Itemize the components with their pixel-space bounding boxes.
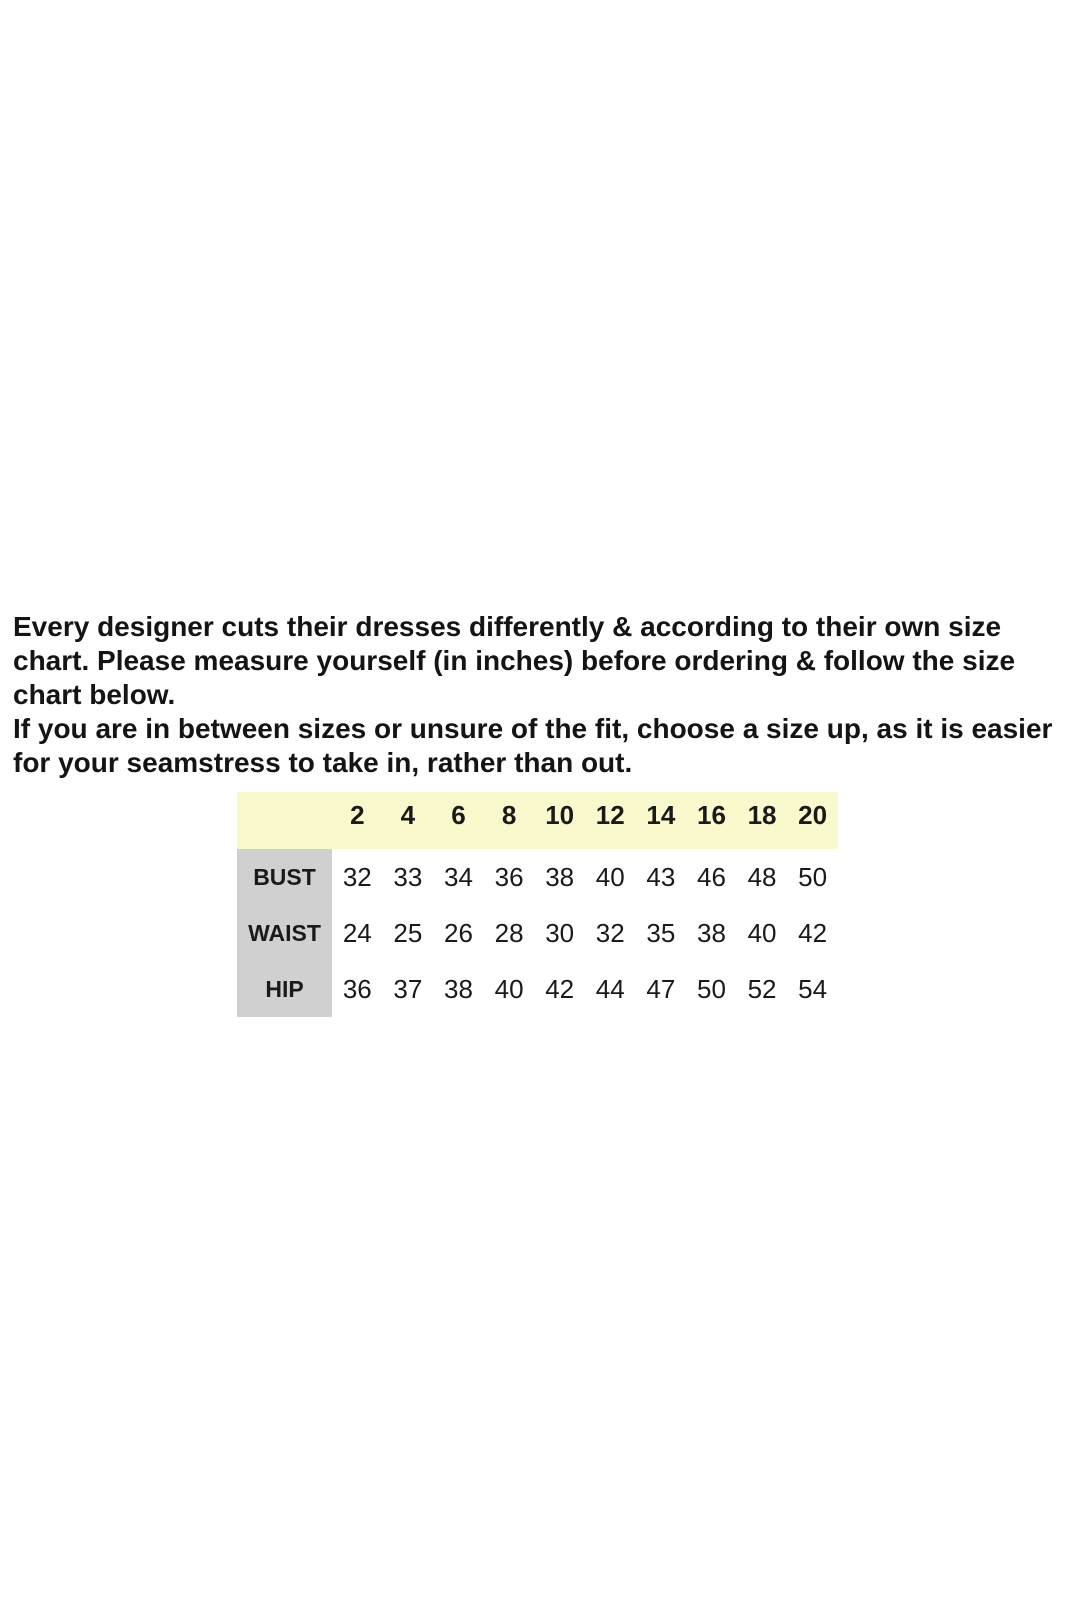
- size-header-cell: 10: [534, 792, 585, 849]
- row-label-waist: WAIST: [237, 905, 332, 961]
- text-line: chart below.: [13, 679, 176, 710]
- sizing-instructions: [13, 610, 1052, 780]
- size-header-cell: 18: [737, 792, 788, 849]
- bust-value: 34: [433, 849, 484, 905]
- text-line: for your seamstress to take in, rather than out.: [13, 747, 633, 778]
- size-header-cell: 8: [484, 792, 535, 849]
- size-header-cell: 12: [585, 792, 636, 849]
- waist-value: 32: [585, 905, 636, 961]
- sizing-paragraph-1: [13, 610, 1052, 712]
- hip-value: 44: [585, 961, 636, 1017]
- size-header-cell: 2: [332, 792, 383, 849]
- size-header-cell: 16: [686, 792, 737, 849]
- hip-value: 38: [433, 961, 484, 1017]
- hip-value: 36: [332, 961, 383, 1017]
- text-line: chart. Please measure yourself (in inches) before ordering & follow the size: [13, 645, 1016, 676]
- size-header-cell: 14: [636, 792, 687, 849]
- bust-value: 32: [332, 849, 383, 905]
- hip-value: 37: [383, 961, 434, 1017]
- hip-value: 52: [737, 961, 788, 1017]
- waist-value: 30: [534, 905, 585, 961]
- bust-value: 46: [686, 849, 737, 905]
- waist-value: 40: [737, 905, 788, 961]
- size-chart-table: [237, 792, 838, 1017]
- hip-value: 42: [534, 961, 585, 1017]
- bust-value: 40: [585, 849, 636, 905]
- bust-value: 36: [484, 849, 535, 905]
- bust-value: 48: [737, 849, 788, 905]
- bust-value: 43: [636, 849, 687, 905]
- waist-value: 24: [332, 905, 383, 961]
- waist-value: 28: [484, 905, 535, 961]
- waist-value: 35: [636, 905, 687, 961]
- bust-value: 50: [787, 849, 838, 905]
- size-header-cell: 6: [433, 792, 484, 849]
- hip-value: 40: [484, 961, 535, 1017]
- bust-value: 38: [534, 849, 585, 905]
- size-header-cell: 4: [383, 792, 434, 849]
- hip-value: 47: [636, 961, 687, 1017]
- row-label-bust: BUST: [237, 849, 332, 905]
- waist-value: 42: [787, 905, 838, 961]
- waist-value: 38: [686, 905, 737, 961]
- bust-value: 33: [383, 849, 434, 905]
- row-label-hip: HIP: [237, 961, 332, 1017]
- text-line: Every designer cuts their dresses differently & according to their own size: [13, 611, 1002, 642]
- hip-value: 54: [787, 961, 838, 1017]
- waist-value: 25: [383, 905, 434, 961]
- size-header-cell: 20: [787, 792, 838, 849]
- size-header-empty-cell: [237, 792, 332, 849]
- hip-value: 50: [686, 961, 737, 1017]
- sizing-paragraph-2: [13, 712, 1052, 780]
- text-line: If you are in between sizes or unsure of the fit, choose a size up, as it is easier: [13, 713, 1053, 744]
- waist-value: 26: [433, 905, 484, 961]
